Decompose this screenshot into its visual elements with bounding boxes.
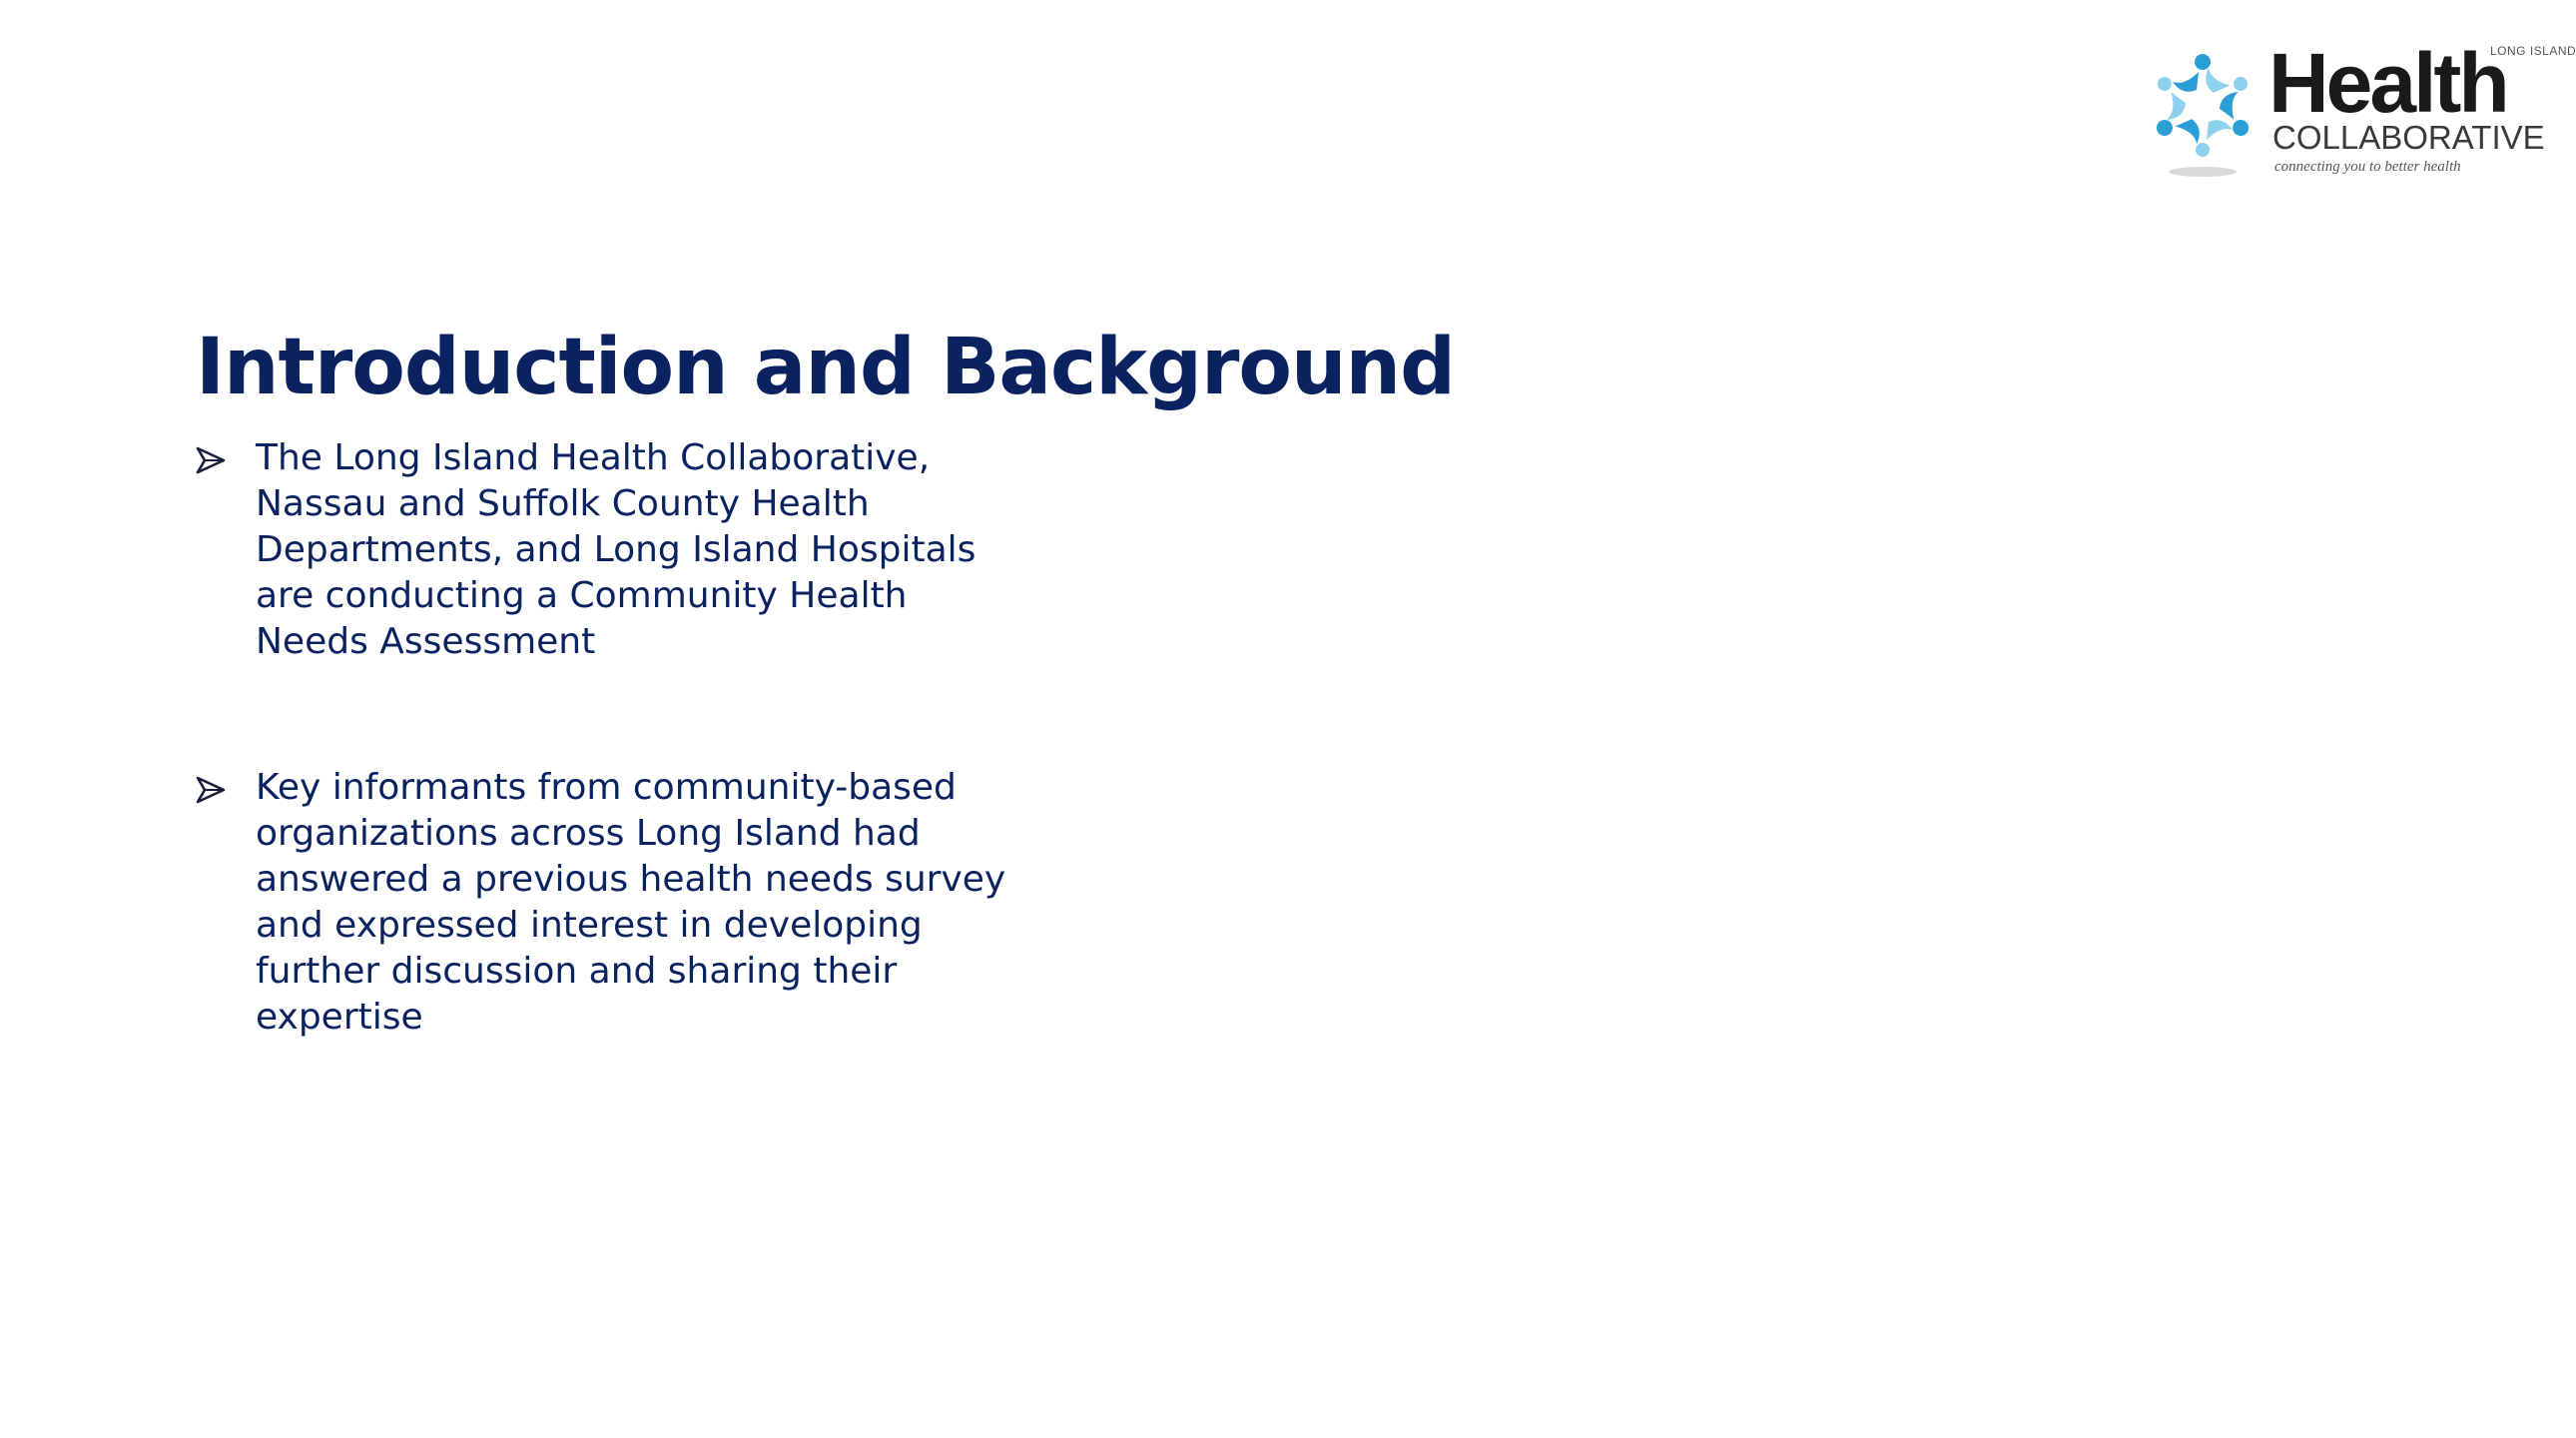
logo-long-island-text: LONG ISLAND bbox=[2490, 44, 2576, 58]
bullet-text: The Long Island Health Collaborative, Nassau and Suffolk County Health Departments, and Long Island Hospitals are conducting a Community Health Needs Assessment bbox=[256, 437, 976, 662]
bullet-text: Key informants from community-based organizations across Long Island had answered a previous health needs survey and expressed interest in developing further discussion and sharing their expertise bbox=[256, 767, 1006, 1038]
slide-title: Introduction and Background bbox=[196, 323, 1455, 412]
logo-collaborative-text: COLLABORATIVE bbox=[2272, 119, 2545, 156]
logo-wordmark bbox=[2268, 36, 2576, 188]
people-circle-logo-icon bbox=[2147, 44, 2258, 184]
logo-tagline: connecting you to better health bbox=[2274, 159, 2461, 175]
logo bbox=[2147, 36, 2576, 188]
arrow-bullet-icon bbox=[196, 775, 226, 805]
figure-1 bbox=[2173, 54, 2211, 92]
logo-health-text: Health bbox=[2268, 36, 2507, 130]
arrow-bullet-icon bbox=[196, 445, 226, 475]
